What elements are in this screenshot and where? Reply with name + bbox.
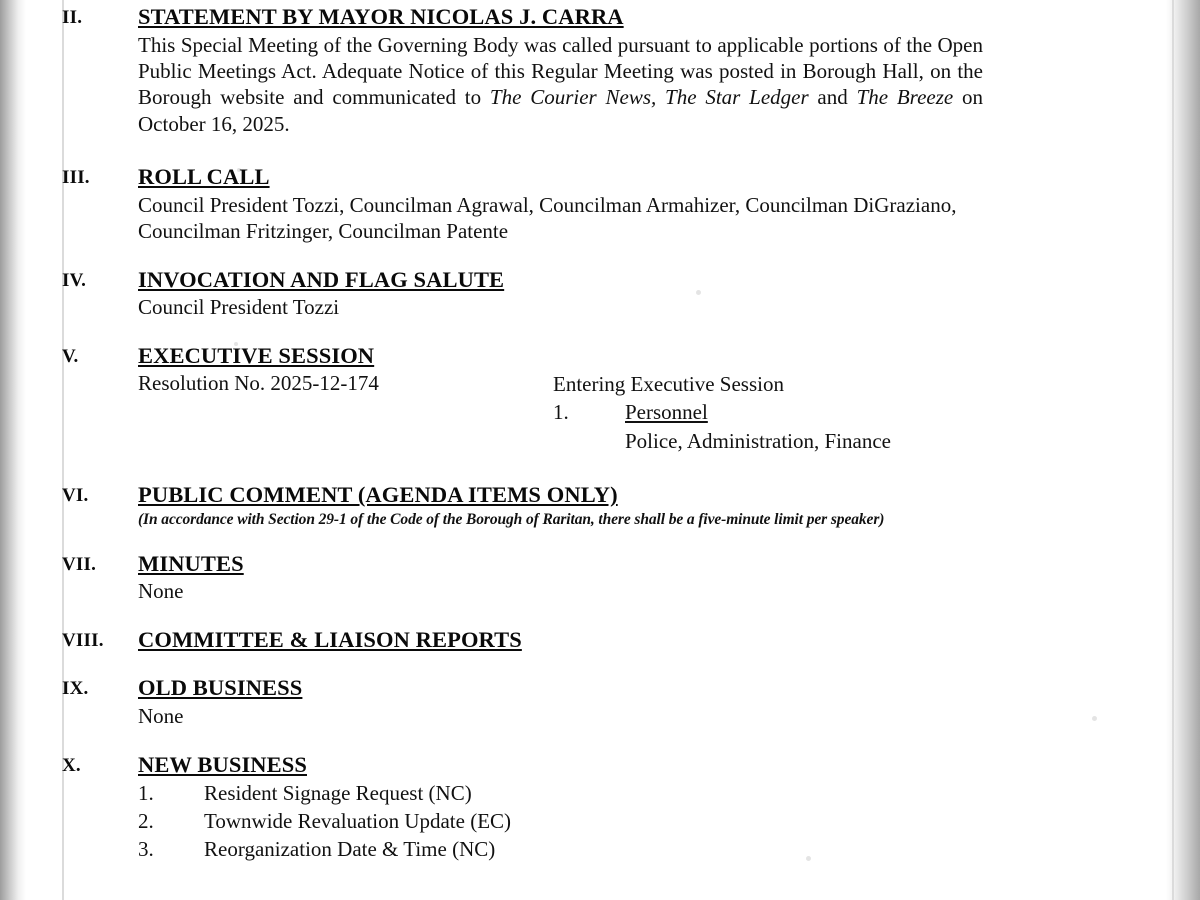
section-content (138, 482, 1200, 529)
section-heading: OLD BUSINESS (138, 675, 303, 701)
statement-text: This Special Meeting of the Governing Body was called pursuant to applicable portions of the Open Public Meetings Act. Adequate Notice of this Regular Meeting was posted in Borough Hall, on the Borough website and communicated to (138, 32, 983, 110)
section-content (138, 675, 1200, 729)
roll-call-list: Council President Tozzi, Councilman Agrawal, Councilman Armahizer, Councilman DiGraziano, Councilman Fritzinger, Councilman Patente (138, 192, 957, 244)
list-item-text: Resident Signage Request (NC) (204, 781, 472, 806)
section-heading: INVOCATION AND FLAG SALUTE (138, 266, 505, 292)
section-content (138, 752, 1200, 864)
section-roll-call (0, 164, 1200, 244)
section-numeral: IV. (62, 269, 87, 291)
subitem-detail: Police, Administration, Finance (625, 429, 891, 454)
list-item-text: Townwide Revaluation Update (EC) (204, 808, 512, 833)
section-invocation-flag-salute (0, 267, 1200, 321)
statement-text: on October 16, 2025. (138, 85, 984, 136)
section-content (138, 627, 1200, 654)
subitem-number: 1. (553, 400, 569, 425)
spacer (0, 653, 1200, 675)
section-heading: ROLL CALL (138, 164, 270, 190)
section-heading: PUBLIC COMMENT (AGENDA ITEMS ONLY) (138, 482, 618, 508)
list-item-number: 1. (138, 781, 154, 806)
list-item-number: 2. (138, 808, 154, 833)
entering-executive-session-label: Entering Executive Session (553, 371, 784, 396)
list-item (138, 808, 1080, 836)
section-content (138, 343, 1200, 455)
statement-paragraph (138, 32, 983, 138)
section-numeral: IX. (62, 678, 89, 700)
new-business-list (138, 780, 1080, 863)
list-item-number: 3. (138, 836, 154, 861)
resolution-number: Resolution No. 2025-12-174 (138, 370, 379, 395)
section-numeral: VII. (62, 553, 97, 575)
section-committee-liaison-reports (0, 627, 1200, 654)
list-item (138, 836, 1080, 864)
subitem-label: Personnel (625, 400, 708, 425)
spacer (0, 137, 1200, 164)
section-numeral: III. (62, 167, 90, 189)
section-minutes (0, 551, 1200, 605)
section-numeral: VIII. (62, 629, 104, 651)
section-content (138, 551, 1200, 605)
section-old-business (0, 675, 1200, 729)
spacer (0, 605, 1200, 627)
section-public-comment (0, 482, 1200, 529)
spacer (0, 730, 1200, 752)
spacer (0, 455, 1200, 482)
section-heading: EXECUTIVE SESSION (138, 343, 375, 369)
section-heading: MINUTES (138, 550, 244, 576)
section-new-business (0, 752, 1200, 864)
statement-text: and (808, 85, 857, 110)
publication-name: The Breeze (856, 85, 954, 110)
section-heading: STATEMENT BY MAYOR NICOLAS J. CARRA (138, 4, 624, 29)
executive-session-row (138, 371, 1080, 456)
section-numeral: X. (62, 754, 81, 776)
spacer (0, 245, 1200, 267)
spacer (0, 529, 1200, 551)
public-comment-note: (In accordance with Section 29-1 of the Code of the Borough of Raritan, there shall be a five-minute limit per speaker) (138, 510, 885, 528)
list-item (138, 780, 1080, 808)
section-numeral: V. (62, 346, 79, 368)
section-numeral: VI. (62, 485, 89, 507)
spacer (0, 321, 1200, 343)
executive-session-subitem (553, 399, 1080, 426)
section-content (138, 164, 1200, 244)
publication-name: The Courier News, The Star Ledger (489, 85, 809, 110)
minutes-value: None (138, 579, 184, 604)
invocation-leader: Council President Tozzi (138, 295, 340, 320)
executive-session-details (553, 371, 1080, 456)
section-heading: COMMITTEE & LIAISON REPORTS (138, 626, 522, 652)
section-executive-session (0, 343, 1200, 455)
list-item-text: Reorganization Date & Time (NC) (204, 836, 496, 861)
section-heading: NEW BUSINESS (138, 751, 307, 777)
section-content (138, 267, 1200, 321)
section-content (138, 4, 1200, 137)
section-statement-by-mayor (0, 4, 1200, 137)
old-business-value: None (138, 704, 184, 729)
section-numeral: II. (62, 7, 83, 28)
